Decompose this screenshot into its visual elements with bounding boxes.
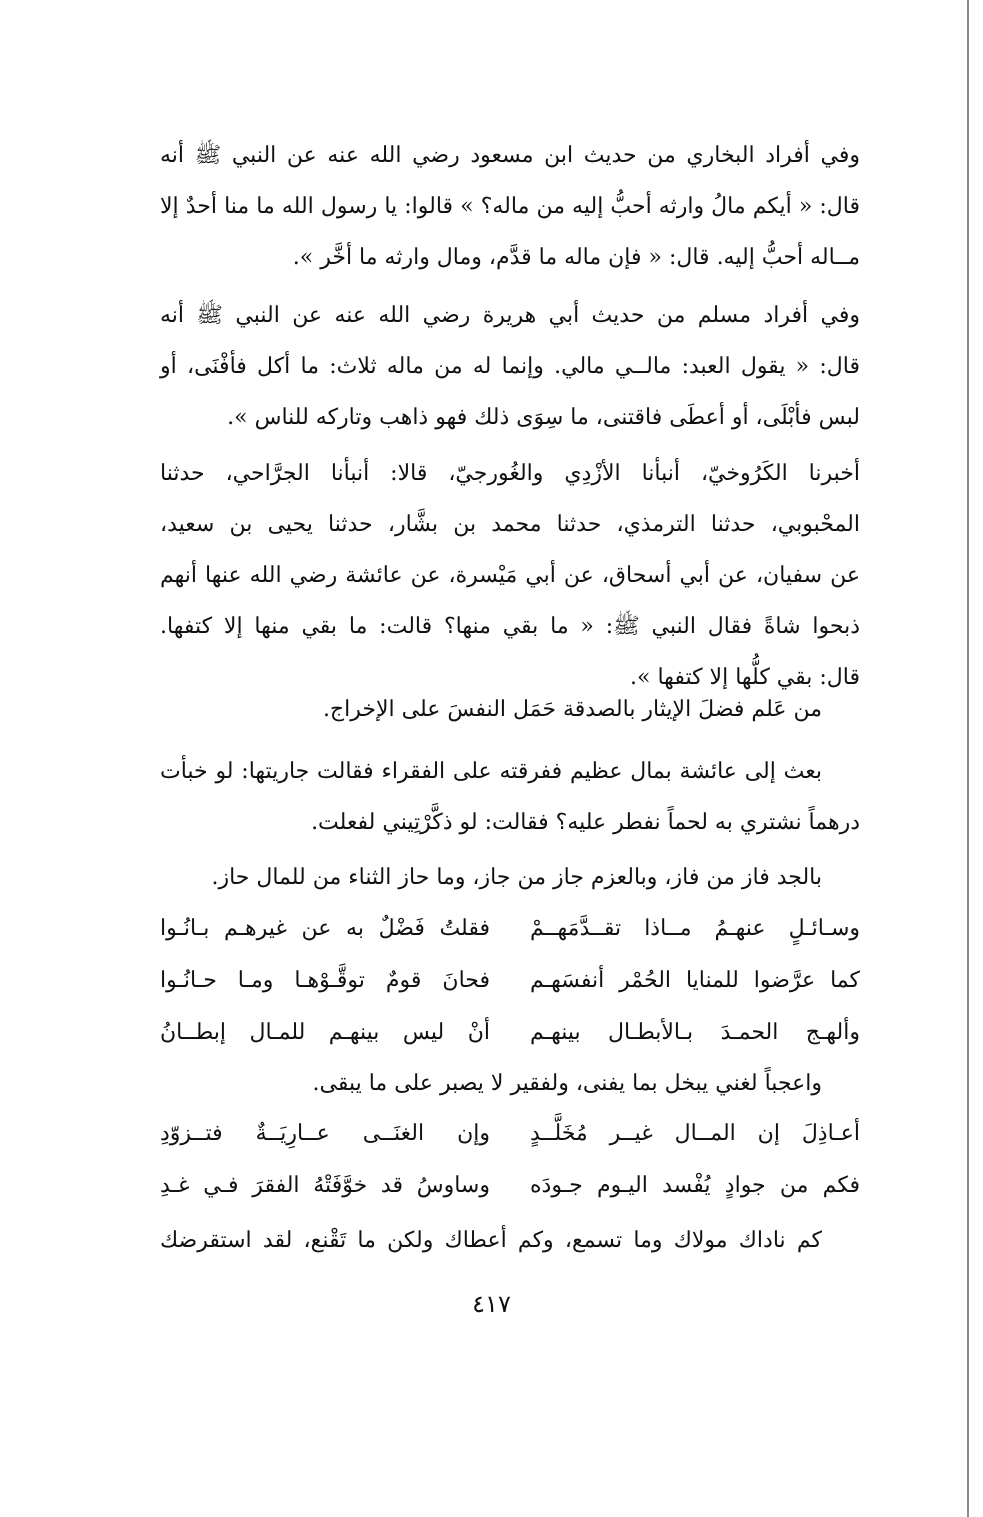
verse-second-hemistich: فقلتُ فَضْلٌ به عن غيرهـم بـانُـوا [160,916,490,941]
text-line: واعجباً لغني يبخل بما يفنى، ولفقير لا يصبر على ما يبقى. [312,1071,822,1096]
verse-second-hemistich: وإن الغنَــى عــارِيَــةٌ فتــزوّدِ [160,1121,490,1146]
text-line: لبس فأبْلَى، أو أعطَى فاقتنى، ما سِوَى ذلك فهو ذاهب وتاركه للناس ». [227,405,860,430]
page-number: ٤١٧ [472,1290,511,1318]
text-line: وفي أفراد البخاري من حديث ابن مسعود رضي الله عنه عن النبي ﷺ أنه [160,143,860,168]
text-line: قال: بقي كلُّها إلا كتفها ». [630,665,860,690]
paragraph-muslim-hadith [160,290,860,443]
paragraph-kam-nadak [160,1215,860,1266]
verse-first-hemistich: فكم من جوادٍ يُفْسد اليـوم جـودَه [530,1173,860,1198]
text-line: المحْبوبي، حدثنا الترمذي، حدثنا محمد بن بشَّار، حدثنا يحيى بن سعيد، [160,512,860,537]
text-line: كم ناداك مولاك وما تسمع، وكم أعطاك ولكن ما تَقْنع، لقد استقرضك [160,1228,822,1253]
paragraph-isnad-aisha [160,448,860,703]
poem-verses-1 [160,903,860,1059]
verse-line [160,903,860,955]
verse-first-hemistich: أعـاذِلَ إن المــال غيــر مُخَلَّــدٍ [530,1121,860,1146]
paragraph-jidd [160,852,860,903]
verse-line [160,955,860,1007]
text-line: قال: « أيكم مالُ وارثه أحبُّ إليه من ماله؟ » قالوا: يا رسول الله ما منا أحدٌ إلا [160,194,860,219]
text-line: بالجد فاز من فاز، وبالعزم جاز من جاز، وما حاز الثناء من للمال حاز. [211,865,822,890]
text-line: ذبحوا شاةً فقال النبي ﷺ: « ما بقي منها؟ قالت: ما بقي منها إلا كتفها. [160,614,860,639]
paragraph-wa-ajaban [160,1058,860,1109]
verse-second-hemistich: وساوسُ قد خوَّفَتْهُ الفقرَ فـي غـدِ [160,1173,490,1198]
text-line: درهماً نشتري به لحماً نفطر عليه؟ فقالت: لو ذكَّرْتِيني لفعلت. [311,810,860,835]
paragraph-ithar [160,684,860,735]
verse-line [160,1160,860,1212]
text-line: بعث إلى عائشة بمال عظيم ففرقته على الفقراء فقالت جاريتها: لو خبأت [160,759,822,784]
verse-first-hemistich: وألهـج الحمـدَ بـالأبطـال بينهـم [530,1020,860,1045]
text-line: من عَلم فضلَ الإيثار بالصدقة حَمَل النفسَ على الإخراج. [322,697,822,722]
paragraph-bukhari-hadith [160,130,860,283]
text-line: أخبرنا الكَرُوخيّ، أنبأنا الأزْدِي والغُورجيّ، قالا: أنبأنا الجرَّاحي، حدثنا [160,461,860,486]
paragraph-aisha-charity [160,746,860,848]
text-line: وفي أفراد مسلم من حديث أبي هريرة رضي الله عنه عن النبي ﷺ أنه [160,303,860,328]
verse-line [160,1007,860,1059]
verse-first-hemistich: كما عرَّضوا للمنايا الحُمْر أنفسَهـم [530,968,860,993]
text-line: مــاله أحبُّ إليه. قال: « فإن ماله ما قدَّم، ومال وارثه ما أخَّر ». [292,245,860,270]
text-line: قال: « يقول العبد: مالــي مالي. وإنما له من ماله ثلاث: ما أكل فأفْنَى، أو [160,354,860,379]
verse-first-hemistich: وسـائـلٍ عنهـمُ مــاذا تقــدَّمَهــمْ [530,916,860,941]
text-line: عن سفيان، عن أبي أسحاق، عن أبي مَيْسرة، عن عائشة رضي الله عنها أنهم [160,563,860,588]
verse-line [160,1108,860,1160]
verse-second-hemistich: أنْ ليس بينهـم للمـال إبطــانُ [160,1020,490,1045]
poem-verses-2 [160,1108,860,1212]
verse-second-hemistich: فحانَ قومٌ توقَّـوْهـا ومـا حـانُـوا [160,968,490,993]
